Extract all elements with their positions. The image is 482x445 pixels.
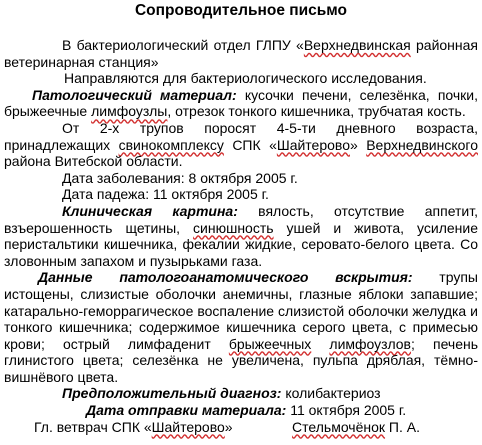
intro-spellcheck-word: Верхнедвинская xyxy=(303,37,411,53)
source-text-1: От 2-х трупов поросят 4-5-ти дневного возраста, принадлежащих xyxy=(4,119,478,153)
signature-position-text: Гл. ветврач СПК « xyxy=(34,418,152,435)
sent-for-paragraph: Направляются для бактериологического исследования. xyxy=(64,70,427,87)
clinical-paragraph xyxy=(4,203,478,269)
diagnosis-value: колибактериоз xyxy=(281,385,381,402)
material-text-after: , отрезок тонкого кишечника, трубчатая кость. xyxy=(167,103,466,120)
letter-title: Сопроводительное письмо xyxy=(134,2,348,19)
autopsy-label: Данные патологоанатомического вскрытия: xyxy=(38,269,413,286)
signature-initials: П. А. xyxy=(385,418,420,435)
intro-text-before: В бактериологический отдел ГЛПУ « xyxy=(62,37,304,53)
autopsy-text-3: ; печень глинистого цвета; селезёнка не увеличена, пульпа дряблая, тёмно-вишнёвого цвета. xyxy=(4,335,479,385)
signature-position-end: » xyxy=(224,418,233,435)
autopsy-text-1: трупы истощены, слизистые оболочки анемичны, глазные яблоки запавшие; катарально-геморрагическое воспаление слизистой оболочки желудка и тонкого кишечника; содержимое кишечника серого цвета, с примесью крови; острый лимфаденит xyxy=(4,269,478,352)
letter-body xyxy=(4,37,478,435)
clinical-spellcheck-word: синюшность xyxy=(193,219,274,236)
material-spellcheck-word: лимфоузлы xyxy=(91,103,168,120)
signature-surname: Стельмочёнок xyxy=(292,418,386,435)
autopsy-text-2 xyxy=(311,336,329,352)
autopsy-paragraph xyxy=(4,269,478,385)
source-spellcheck-word-3: Верхнедвинского xyxy=(366,136,478,153)
sent-date-paragraph xyxy=(4,402,478,419)
signature-spellcheck-word: Шайтерово xyxy=(151,418,225,435)
material-paragraph xyxy=(4,87,478,120)
signature-line xyxy=(4,419,478,436)
source-spellcheck-word-1: свинокомплексу xyxy=(118,136,224,153)
death-date-paragraph: Дата падежа: 11 октября 2005 г. xyxy=(62,186,269,203)
source-text-3: » xyxy=(349,136,367,153)
material-text-before: кусочки печени, селезёнка, почки, брыжеечные xyxy=(4,86,479,120)
clinical-label: Клиническая картина: xyxy=(62,202,238,219)
autopsy-spellcheck-word-1: брыжеечных xyxy=(228,335,312,352)
source-text-2: СПК « xyxy=(223,136,277,153)
sent-date-label: Дата отправки материала: xyxy=(86,402,287,419)
clinical-text-1: вялость, отсутствие аппетит, взъерошенность щетины, xyxy=(4,202,478,236)
clinical-text-2: ушей и живота, усиление перистальтики кишечника, фекалии жидкие, серовато-белого цвета. Со зловонным запахом и пузырьками газа. xyxy=(4,219,478,269)
diagnosis-label: Предположительный диагноз: xyxy=(62,385,282,402)
diagnosis-paragraph xyxy=(4,385,478,402)
source-spellcheck-word-2: Шайтерово xyxy=(276,136,350,153)
signature-position xyxy=(34,419,233,436)
source-text-4: района Витебской области. xyxy=(4,153,183,170)
disease-date-paragraph: Дата заболевания: 8 октября 2005 г. xyxy=(62,169,298,186)
sent-date-value: 11 октября 2005 г. xyxy=(286,402,407,419)
signature-name xyxy=(292,419,420,436)
intro-paragraph xyxy=(4,37,478,70)
material-label: Патологический материал: xyxy=(32,86,237,103)
intro-text-after: районная ветеринарная станция» xyxy=(4,37,479,70)
autopsy-spellcheck-word-2: лимфоузлов xyxy=(329,335,411,352)
source-paragraph xyxy=(4,120,478,170)
